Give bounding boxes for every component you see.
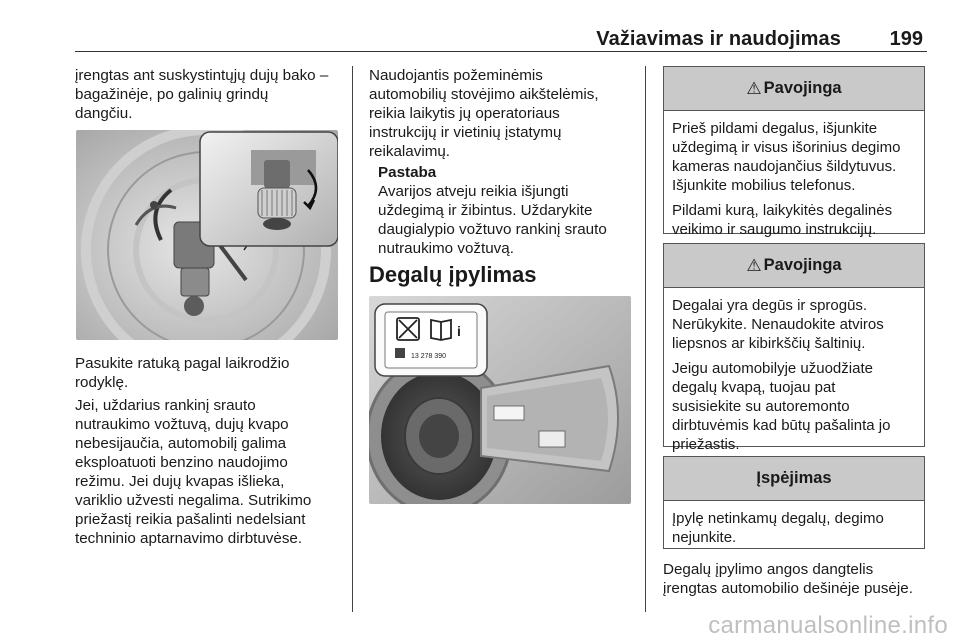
col1-intro: įrengtas ant suskystintųjų dujų bako – bagažinėje, po galinių grindų dangčiu.	[75, 67, 329, 122]
danger-box-1-title: Pavojinga	[763, 79, 842, 97]
warning-triangle-icon: ⚠	[746, 78, 762, 98]
lpg-valve-photo	[76, 130, 338, 340]
col2-intro: Naudojantis požeminėmis automobilių stovėjimo aikštelėmis, reikia laikytis jų operatoriaus instrukcijų ir vietinių įstatymų reikalavimų.	[369, 67, 599, 160]
danger-box-1-body: Prieš pildami degalus, išjunkite uždegimą ir visus išorinius degimo kameras naudojančius šildytuvus. Išjunkite mobilius telefonus. Pildami kurą, laikykitės degalinės veikimo ir saugumo instrukcijų.	[672, 120, 901, 238]
page-title: Važiavimas ir naudojimas	[596, 28, 841, 50]
danger-box-1	[663, 66, 925, 238]
danger-box-2-body: Degalai yra degūs ir sprogūs. Nerūkykite. Nenaudokite atviros liepsnos ar kibirkščių šaltinių. Jeigu automobilyje užuodžiate degalų kvapą, tuojau pat susisiekite su autoremonto dirbtuvėmis kad būtų pašalinta jo priežastis.	[672, 297, 891, 453]
caution-box-title: Įspėjimas	[756, 469, 832, 487]
danger-box-2	[663, 243, 925, 453]
caution-box-body: Įpylę netinkamų degalų, degimo nejunkite.	[672, 510, 884, 546]
page-header	[75, 26, 927, 52]
col3-outro: Degalų įpylimo angos dangtelis įrengtas automobilio dešinėje pusėje.	[663, 561, 913, 597]
note-block: Pastaba Avarijos atveju reikia išjungti uždegimą ir žibintus. Uždarykite daugialypio vožtuvo rankinį srauto nutraukimo vožtuvą.	[378, 164, 607, 257]
column-divider	[352, 66, 353, 612]
fuel-flap-photo	[369, 296, 631, 504]
caution-box	[663, 456, 925, 549]
caution-box-header	[664, 457, 924, 501]
col1-paragraph-1: Pasukite ratuką pagal laikrodžio rodyklę.	[75, 355, 290, 391]
danger-box-1-header	[664, 67, 924, 111]
warning-triangle-icon: ⚠	[746, 255, 762, 275]
note-label: Pastaba	[378, 164, 437, 181]
svg-text:i: i	[457, 323, 461, 339]
fuel-flap-illustration	[369, 296, 631, 504]
col1-paragraph-2: Jei, uždarius rankinį srauto nutraukimo vožtuvą, dujų kvapo nebesijaučia, automobilį galima eksploatuoti benzino naudojimo režimu. Jei dujų kvapas išlieka, variklio užvesti negalima. Sutrikimo priežastį reikia pašalinti nedelsiant techninio aptarnavimo dirbtuvėse.	[75, 397, 312, 547]
watermark: carmanualsonline.info	[708, 612, 948, 639]
column-divider	[645, 66, 646, 612]
section-heading: Degalų įpylimas	[369, 262, 537, 287]
danger-box-2-header	[664, 244, 924, 288]
label-number: 13 278 390	[411, 353, 447, 360]
danger-box-2-title: Pavojinga	[763, 256, 842, 274]
lpg-valve-illustration	[76, 130, 338, 340]
page-number: 199	[889, 28, 923, 50]
